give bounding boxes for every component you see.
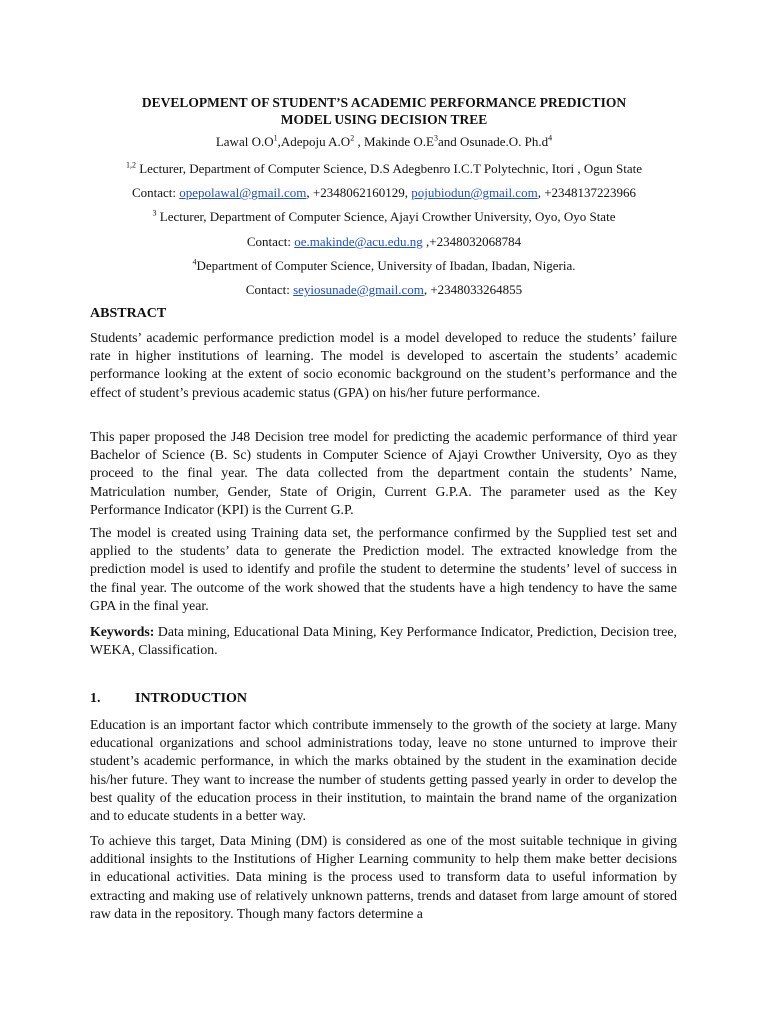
contact-2 bbox=[60, 233, 708, 250]
email-link-makinde[interactable]: oe.makinde@acu.edu.ng bbox=[294, 234, 423, 249]
author-1: Lawal O.O bbox=[215, 134, 274, 149]
contact-3 bbox=[60, 281, 708, 298]
email-link-seyiosunade[interactable]: seyiosunade@gmail.com bbox=[293, 282, 424, 297]
abstract-heading: ABSTRACT bbox=[90, 306, 167, 321]
keywords bbox=[90, 623, 677, 659]
author-1-sup: 1 bbox=[273, 133, 278, 143]
affiliation-2-text: Lecturer, Department of Computer Science, Ajayi Crowther University, Oyo, Oyo State bbox=[156, 209, 616, 224]
affiliation-1 bbox=[60, 160, 708, 177]
affiliation-2 bbox=[60, 208, 708, 225]
affiliation-1-text: Lecturer, Department of Computer Science, D.S Adegbenro I.C.T Polytechnic, Itori , Ogun State bbox=[135, 161, 643, 176]
author-2-sup: 2 bbox=[350, 133, 355, 143]
author-2: ,Adepoju A.O bbox=[277, 134, 351, 149]
author-3: , Makinde O.E bbox=[354, 134, 434, 149]
paper-title bbox=[80, 94, 688, 128]
contact-1-phone-2: , +2348137223966 bbox=[537, 185, 637, 200]
contact-3-phone: , +2348033264855 bbox=[423, 282, 523, 297]
affiliation-3-sup: 4 bbox=[192, 257, 197, 267]
introduction-paragraph-2: To achieve this target, Data Mining (DM) is considered as one of the most suitable technique in giving additional insights to the Institutions of Higher Learning community to help them make better decisions in educational activities. Data mining is the process used to transform data to useful information by extracting and making use of relatively unknown patterns, trends and dataset from large amount of stored raw data in the repository. Though many factors determine a bbox=[90, 833, 677, 921]
affiliation-1-sup: 1,2 bbox=[125, 160, 136, 170]
introduction-number: 1. bbox=[90, 691, 101, 706]
contact-2-phone: ,+2348032068784 bbox=[422, 234, 522, 249]
paper-title-line-1: DEVELOPMENT OF STUDENT’S ACADEMIC PERFORMANCE PREDICTION bbox=[141, 95, 627, 110]
introduction-heading bbox=[90, 690, 247, 708]
introduction-paragraph-1: Education is an important factor which contribute immensely to the growth of the society at large. Many educational organizations and school administrations today, leave no stone unturned to improve their student’s academic performance, in which the marks obtained by the student in the examination decide his/her future. They want to increase the number of students getting passed yearly in order to develop the best quality of the education process in their institution, to maintain the brand name of the organization and to educate students in a better way. bbox=[90, 717, 677, 824]
contact-3-label: Contact: bbox=[245, 282, 294, 297]
affiliation-2-sup: 3 bbox=[152, 208, 157, 218]
contact-1-label: Contact: bbox=[131, 185, 180, 200]
paper-title-line-2: MODEL USING DECISION TREE bbox=[280, 112, 488, 127]
contact-1-phone-1: , +2348062160129, bbox=[306, 185, 412, 200]
abstract-paragraph-1: Students’ academic performance prediction model is a model developed to reduce the students’ failure rate in higher institutions of learning. The model is developed to ascertain the students’ academic performance looking at the extent of socio economic background on the student’s performance and the effect of student’s previous academic status (GPA) on his/her future performance. bbox=[90, 330, 677, 400]
author-4: and Osunade.O. Ph.d bbox=[438, 134, 549, 149]
keywords-text: Data mining, Educational Data Mining, Key Performance Indicator, Prediction, Decision tree, WEKA, Classification. bbox=[90, 624, 677, 658]
abstract-paragraph-3: The model is created using Training data set, the performance confirmed by the Supplied test set and applied to the students’ data to generate the Prediction model. The extracted knowledge from the prediction model is used to identify and profile the student to determine the students’ level of success in the final year. The outcome of the work showed that the students have a high tendency to have the same GPA in the final year. bbox=[90, 525, 677, 613]
keywords-label: Keywords: bbox=[90, 624, 155, 639]
contact-1 bbox=[60, 184, 708, 201]
email-link-pojubiodun[interactable]: pojubiodun@gmail.com bbox=[411, 185, 538, 200]
abstract-paragraph-2: This paper proposed the J48 Decision tree model for predicting the academic performance of third year Bachelor of Science (B. Sc) students in Computer Science of Ajayi Crowther University, Oyo as they proceed to the final year. The data collected from the department contain the students’ Name, Matriculation number, Gender, State of Origin, Current G.P.A. The parameter used as the Key Performance Indicator (KPI) is the Current G.P. bbox=[90, 429, 677, 517]
email-link-opepolawal[interactable]: opepolawal@gmail.com bbox=[179, 185, 307, 200]
author-list bbox=[60, 133, 708, 150]
contact-2-label: Contact: bbox=[246, 234, 295, 249]
author-4-sup: 4 bbox=[548, 133, 553, 143]
author-3-sup: 3 bbox=[434, 133, 438, 143]
affiliation-3-text: Department of Computer Science, University of Ibadan, Ibadan, Nigeria. bbox=[196, 258, 576, 273]
introduction-title: INTRODUCTION bbox=[135, 691, 248, 706]
affiliation-3 bbox=[60, 257, 708, 274]
